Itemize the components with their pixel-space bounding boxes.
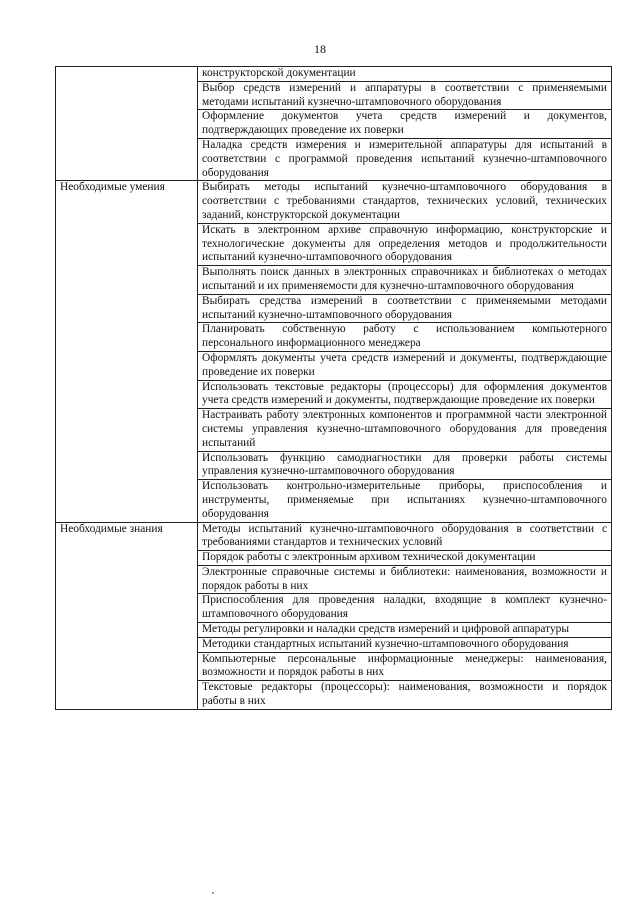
table-row: [56, 181, 612, 223]
section-label: [56, 67, 198, 181]
requirement-item: Искать в электронном архиве справочную информацию, конструкторские и технологические документы для определения методов и продолжительности испытаний кузнечно-штамповочного оборудования: [198, 223, 612, 265]
requirement-item: Методы регулировки и наладки средств измерений и цифровой аппаратуры: [198, 623, 612, 638]
requirement-item: Использовать функцию самодиагностики для проверки работы системы управления кузнечно-штамповочного оборудования: [198, 451, 612, 480]
table-body: [56, 67, 612, 710]
requirement-item: Выбирать методы испытаний кузнечно-штамповочного оборудования в соответствии с требованиями стандартов, технических условий, технических заданий, конструкторской документации: [198, 181, 612, 223]
requirement-item: Наладка средств измерения и измерительной аппаратуры для испытаний в соответствии с программой проведения испытаний кузнечно-штамповочного оборудования: [198, 138, 612, 180]
requirement-item: Порядок работы с электронным архивом технической документации: [198, 551, 612, 566]
section-label: Необходимые знания: [56, 522, 198, 709]
requirement-item: Электронные справочные системы и библиотеки: наименования, возможности и порядок работы в них: [198, 565, 612, 594]
requirement-item: Оформление документов учета средств измерений и документов, подтверждающих проведение их поверки: [198, 110, 612, 139]
requirement-item: Использовать контрольно-измерительные приборы, приспособления и инструменты, применяемые при испытаниях кузнечно-штамповочного оборудования: [198, 480, 612, 522]
requirement-item: Методы испытаний кузнечно-штамповочного оборудования в соответствии с требованиями стандартов и технических условий: [198, 522, 612, 551]
section-label: Необходимые умения: [56, 181, 198, 522]
page-number: 18: [314, 42, 326, 56]
requirement-item: Выполнять поиск данных в электронных справочниках и библиотеках о методах испытаний и их применяемости для кузнечно-штамповочного оборудования: [198, 266, 612, 295]
requirement-item: конструкторской документации: [198, 67, 612, 82]
requirements-table: [55, 66, 612, 710]
requirement-item: Выбирать средства измерений в соответствии с применяемыми методами испытаний кузнечно-штамповочного оборудования: [198, 294, 612, 323]
requirement-item: Компьютерные персональные информационные менеджеры: наименования, возможности и порядок работы в них: [198, 652, 612, 681]
table-row: [56, 522, 612, 551]
requirement-item: Текстовые редакторы (процессоры): наименования, возможности и порядок работы в них: [198, 681, 612, 710]
requirement-item: Использовать текстовые редакторы (процессоры) для оформления документов учета средств измерений и документы, подтверждающие проведение их поверки: [198, 380, 612, 409]
requirement-item: Оформлять документы учета средств измерений и документы, подтверждающие проведение их поверки: [198, 351, 612, 380]
requirement-item: Выбор средств измерений и аппаратуры в соответствии с применяемыми методами испытаний кузнечно-штамповочного оборудования: [198, 81, 612, 110]
scan-mark: [212, 892, 214, 894]
requirement-item: Планировать собственную работу с использованием компьютерного персонального информационного менеджера: [198, 323, 612, 352]
requirement-item: Приспособления для проведения наладки, входящие в комплект кузнечно-штамповочного оборудования: [198, 594, 612, 623]
requirement-item: Методики стандартных испытаний кузнечно-штамповочного оборудования: [198, 637, 612, 652]
requirement-item: Настраивать работу электронных компонентов и программной части электронной системы управления кузнечно-штамповочного оборудования для проведения испытаний: [198, 409, 612, 451]
table-row: [56, 67, 612, 82]
